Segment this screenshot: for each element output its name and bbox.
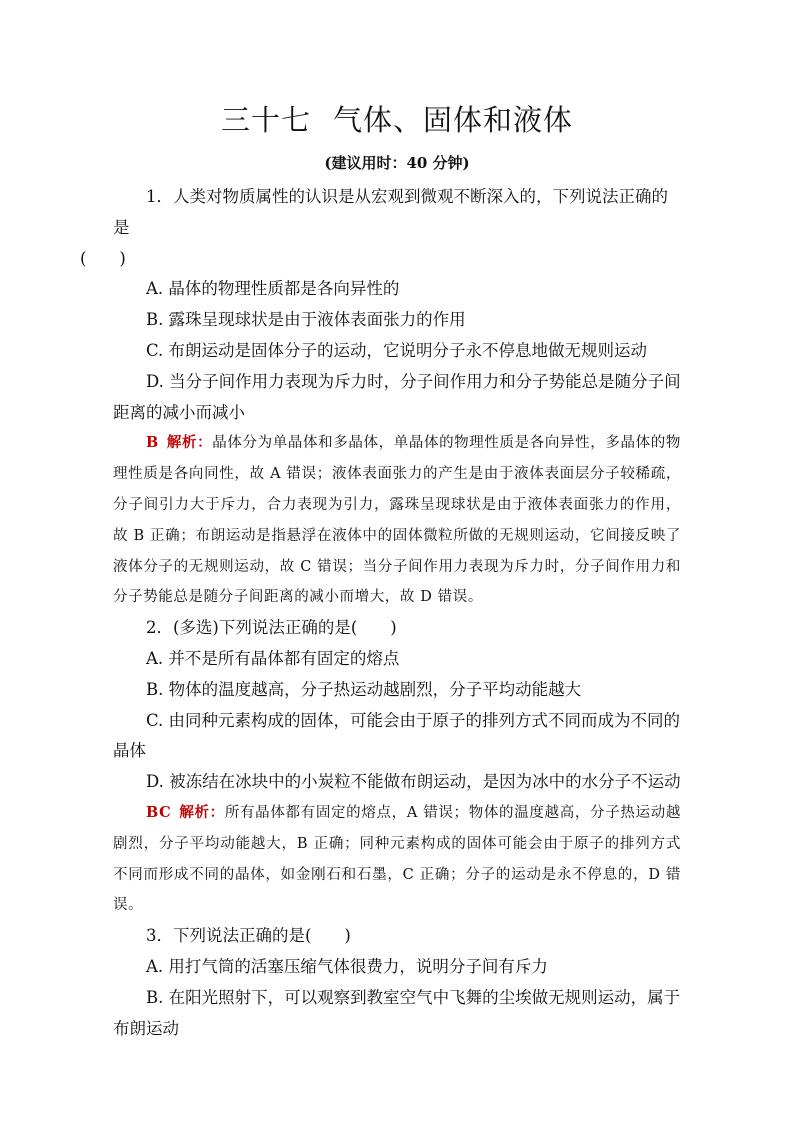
title-text: 气体、固体和液体: [333, 103, 574, 137]
question-1: [80, 182, 681, 613]
answer-label: 解析：: [179, 803, 225, 821]
question-1-option-c: C. 布朗运动是固体分子的运动，它说明分子永不停息地做无规则运动: [146, 340, 648, 360]
question-1-stem: 1．人类对物质属性的认识是从宏观到微观不断深入的，下列说法正确的是 ( ): [80, 187, 668, 268]
question-2-option-c: C. 由同种元素构成的固体，可能会由于原子的排列方式不同而成为不同的晶体: [113, 710, 681, 761]
question-2-option-d: D. 被冻结在冰块中的小炭粒不能做布朗运动，是因为冰中的水分子不运动: [146, 772, 681, 792]
answer-key: B: [146, 434, 159, 452]
question-1-option-a: A. 晶体的物理性质都是各向异性的: [146, 279, 400, 299]
question-3-option-b: B. 在阳光照射下，可以观察到教室空气中飞舞的尘埃做无规则运动，属于布朗运动: [113, 987, 681, 1038]
answer-explanation: 晶体分为单晶体和多晶体，单晶体的物理性质是各向异性，多晶体的物理性质是各向同性，故 A 错误；液体表面张力的产生是由于液体表面层分子较稀疏，分子间引力大于斥力，合力表现为引力，露珠呈现球状是由于液体表面张力的作用，故 B 正确；布朗运动是指悬浮在液体中的固体微粒所做的无规则运动，它间接反映了液体分子的无规则运动，故 C 错误；当分子间作用力表现为斥力时，分子间作用力和分子势能总是随分子间距离的减小而增大，故 D 错误。: [113, 435, 681, 606]
question-list: [80, 182, 681, 1044]
question-1-option-b: B. 露珠呈现球状是由于液体表面张力的作用: [146, 310, 466, 330]
suggested-time: (建议用时：40 分钟): [324, 154, 470, 172]
question-3-option-a: A. 用打气筒的活塞压缩气体很费力，说明分子间有斥力: [146, 956, 548, 976]
answer-label: 解析：: [166, 434, 213, 452]
question-2-answer: [113, 798, 681, 921]
title-number: 三十七: [220, 103, 311, 137]
question-3-stem: 3．下列说法正确的是( ): [146, 926, 351, 946]
page-title: [0, 98, 794, 139]
question-3: [113, 921, 681, 1044]
answer-explanation: 所有晶体都有固定的熔点，A 错误；物体的温度越高，分子热运动越剧烈，分子平均动能越大，B 正确；同种元素构成的固体可能会由于原子的排列方式不同而形成不同的晶体，如金刚石和石墨，C 正确；分子的运动是永不停息的，D 错误。: [113, 804, 681, 914]
question-1-option-d: D. 当分子间作用力表现为斥力时，分子间作用力和分子势能总是随分子间距离的减小而减小: [113, 371, 681, 422]
question-2-option-a: A. 并不是所有晶体都有固定的熔点: [146, 648, 400, 668]
question-2-stem: 2．(多选)下列说法正确的是( ): [146, 618, 397, 638]
answer-key: BC: [146, 803, 172, 821]
question-2-option-b: B. 物体的温度越高，分子热运动越剧烈，分子平均动能越大: [146, 679, 582, 699]
question-1-answer: [113, 428, 681, 613]
question-2: [113, 613, 681, 921]
